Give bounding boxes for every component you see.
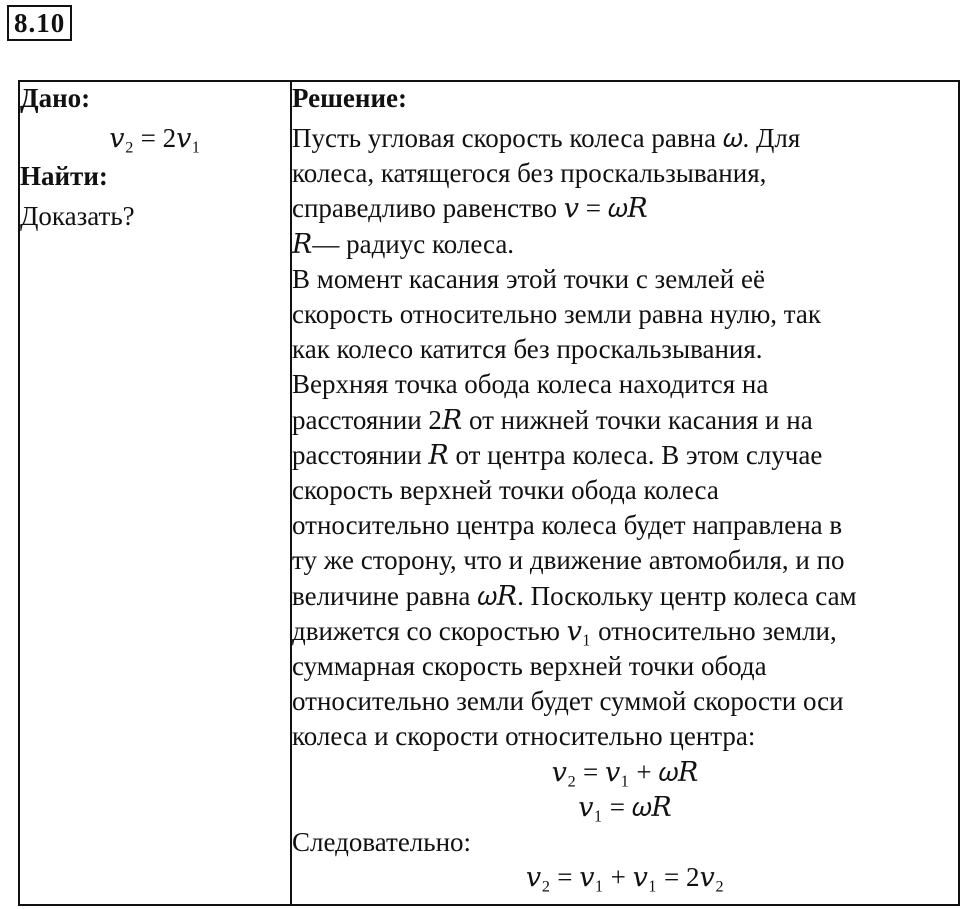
formula-1: 𝑣₂ = 𝑣₁ + 𝜔𝑅 bbox=[551, 756, 699, 787]
solution-line: скорость относительно земли равна нулю, так bbox=[292, 299, 821, 330]
solution-line: суммарная скорость верхней точки обода bbox=[292, 651, 767, 682]
given-cell bbox=[19, 81, 291, 905]
problem-number: 8.10 bbox=[7, 5, 72, 41]
formula-2: 𝑣₁ = 𝜔𝑅 bbox=[578, 791, 672, 822]
solution-line: расстоянии 𝑅 от центра колеса. В этом случае bbox=[292, 439, 823, 470]
solution-line: 𝑅— радиус колеса. bbox=[292, 228, 515, 259]
solution-line: колеса, катящегося без проскальзывания, bbox=[292, 158, 767, 189]
solution-line: справедливо равенство 𝑣 = 𝜔𝑅 bbox=[292, 193, 648, 224]
solution-line: В момент касания этой точки с землей её bbox=[292, 263, 765, 294]
solution-line: Верхняя точка обода колеса находится на bbox=[292, 369, 769, 400]
given-formula: 𝑣₂ = 2𝑣₁ bbox=[109, 123, 201, 153]
solution-line: колеса и скорости относительно центра: bbox=[292, 721, 756, 752]
solution-line: как колесо катится без проскальзывания. bbox=[292, 334, 763, 365]
find-label: Найти: bbox=[20, 161, 108, 191]
solution-cell bbox=[291, 81, 959, 905]
solution-line: расстоянии 2𝑅 от нижней точки касания и на bbox=[292, 404, 813, 435]
given-label: Дано: bbox=[20, 83, 91, 113]
solution-line: движется со скоростью 𝑣₁ относительно земли, bbox=[292, 615, 837, 646]
find-text: Доказать? bbox=[20, 201, 135, 231]
solution-line: скорость верхней точки обода колеса bbox=[292, 475, 719, 506]
formula-3: 𝑣₂ = 𝑣₁ + 𝑣₁ = 2𝑣₂ bbox=[525, 862, 725, 893]
solution-line: величине равна 𝜔𝑅. Поскольку центр колеса сам bbox=[292, 580, 857, 611]
solution-line: относительно земли будет суммой скорости оси bbox=[292, 686, 844, 717]
solution-label: Решение: bbox=[292, 83, 407, 113]
solution-table bbox=[18, 80, 960, 906]
solution-line: относительно центра колеса будет направлена в bbox=[292, 510, 843, 541]
conclusion-label: Следовательно: bbox=[292, 827, 472, 858]
solution-line: Пусть угловая скорость колеса равна 𝜔. Для bbox=[292, 123, 801, 153]
solution-line: ту же сторону, что и движение автомобиля, и по bbox=[292, 545, 845, 576]
